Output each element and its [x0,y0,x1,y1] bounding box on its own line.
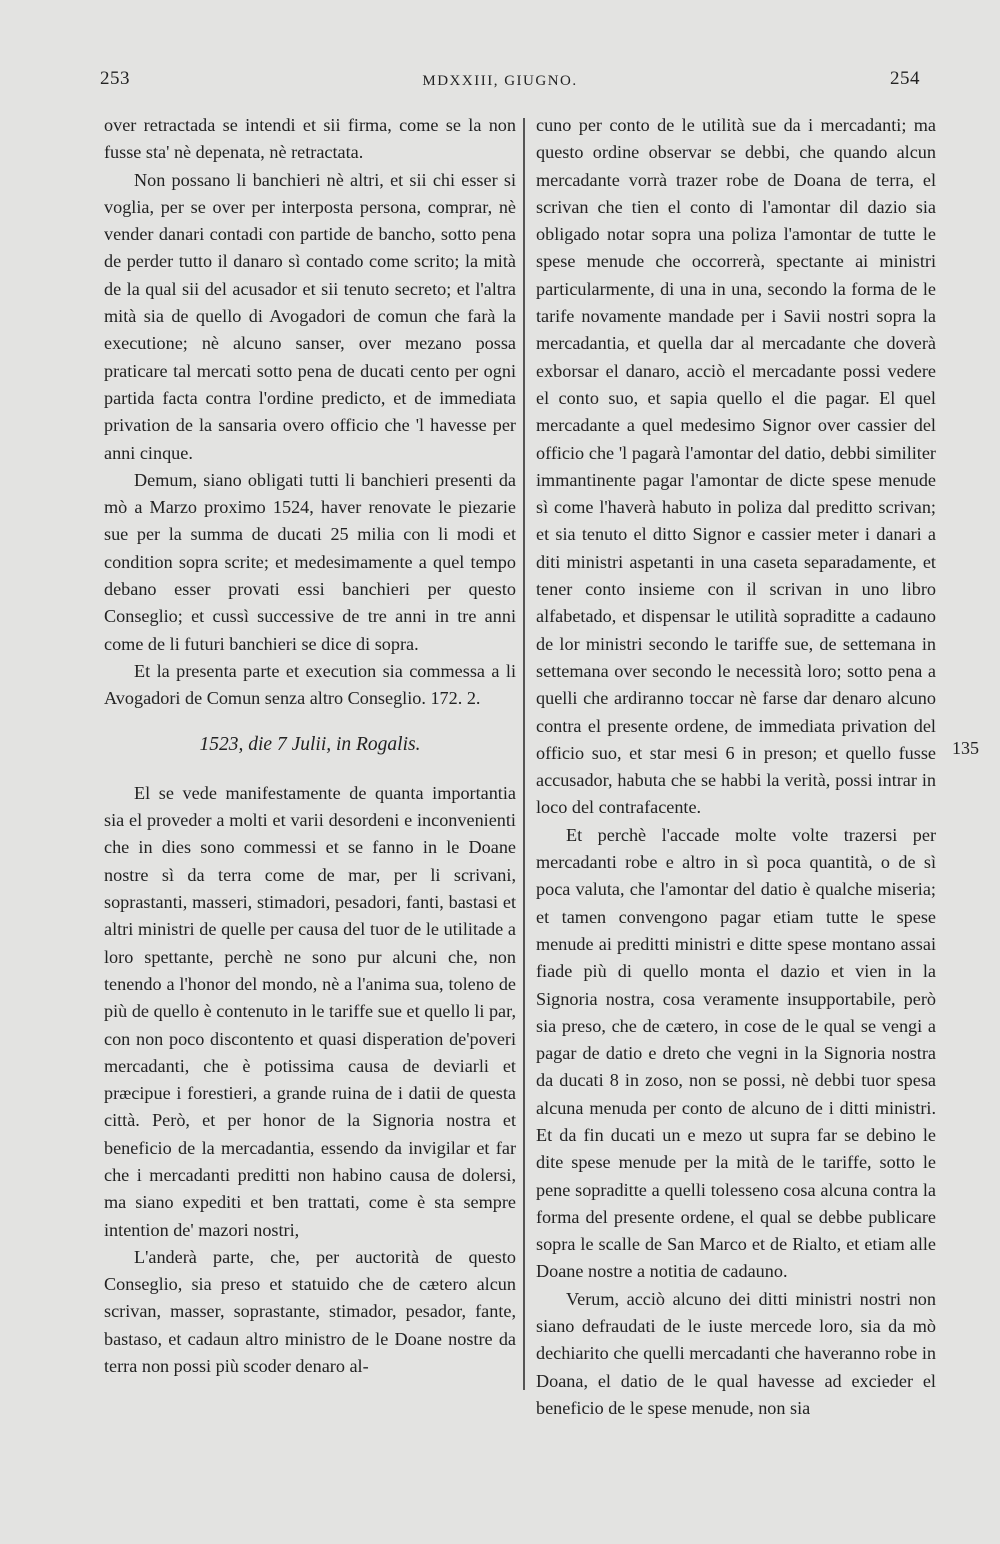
right-page-number: 254 [890,68,920,89]
running-title: MDXXIII, GIUGNO. [422,73,578,89]
margin-note: 135 [952,738,979,758]
paragraph: L'anderà parte, che, per auctorità de questo Conseglio, sia preso et statuido che de cætero alcun scrivan, masser, soprastante, stimador, pesador, fante, bastaso, et cadaun altro ministro de le Doane nostre da terra non possi più scoder denaro al- [104,1246,516,1377]
paragraph: cuno per conto de le utilità sue da i mercadanti; ma questo ordine observar se debbi, che quando alcun mercadante vorrà trazer robe de Doana de terra, el scrivan che tien el conto di l'amontar dil dazio sia obligado notar sopra una poliza l'amontar de tutte le spese menude che occorrerà, spectante ai ministri particularmente, di una in una, secondo la forma de le tarife novamente mandade per i Savii nostri sopra la mercadantia, et quella dar al mercadante che doverà exborsar el danaro, acciò el mercadante possi vedere el conto suo, et sapia quello el die pagar. El quel mercadante a quel medesimo Signor over cassier del officio che 'l pagarà l'amontar del datio, debbi similiter immantinente pagar l'amontar de dicte spese menude sì come l'haverà habuto in poliza dal preditto scrivan; et sia tenuto el ditto Signor e cassier meter i danari a diti ministri aspetanti in una caseta separadamente, et tener conto insieme con il scrivan in uno libro alfabetado, et dispensar le utilità sopraditte a cadauno de lor ministri secondo le tariffe sue, de settemana in settemana over secondo le necessità loro; sotto pena a quelli che ardiranno toccar nè farse dar denaro alcuno contra el presente ordene, de immediata privation del officio suo, et star mesi 6 in preson; et quello fusse accusador, habuta che se habbi la verità, possi intrar in loco del contrafacente. [536,115,936,818]
paragraph: Et la presenta parte et execution sia commessa a li Avogadori de Comun senza altro Conseglio. 172. 2. [104,660,516,709]
paragraph: over retractada se intendi et sii firma, come se la non fusse sta' nè depenata, nè retractata. [104,115,516,163]
paragraph: Verum, acciò alcuno dei ditti ministri nostri non siano defraudati de le iuste mercede loro, sia da mò dechiarito che quelli mercadanti che haveranno robe in Doana, el datio de le qual havesse ad excieder el beneficio de le spese menude, non sia [536,1288,936,1418]
paragraph: El se vede manifestamente de quanta importantia sia el proveder a molti et varii desordeni e inconvenienti che in dies sono commessi et se fanno in le Doane nostre sì da terra come de mar, per li scrivani, soprastanti, masseri, stimadori, pesadori, fanti, bastasi et altri ministri de quelle per causa del tuor de le utilitade a loro spettante, perchè ne sono pur alcuni che, non tenendo a l'honor del mondo, nè a l'anima sua, toleno de più de quello è contenuto in le tariffe sue et quello li par, con non poco discontento et quasi disperation de'poveri mercadanti, che è potissima causa de deviarli et præcipue i forestieri, a grande ruina de i datii de questa città. Però, et per honor de la Signoria nostra et beneficio de la mercadantia, essendo da invigilar et far che i mercadanti preditti non habino causa de dolersi, ma siano expediti et ben trattati, come è sta sempre intention de' mazori nostri, [104,782,516,1240]
left-page-number: 253 [100,68,130,89]
left-column [104,112,516,1380]
paragraph: Non possano li banchieri nè altri, et sii chi esser si voglia, per se over per interposta persona, comprar, nè vender danari contadi con partide de bancho, sotto pena de perder tutto il danaro sì contado come scrito; la mità de la qual sii del acusador et sii tenuto secreto; et l'altra mità sia de quello di Avogadori de comun che farà la executione; nè alcuno sanser, over mezano possa praticare tal mercati sotto pena de ducati cento per ogni partida facta contra l'ordine predicto, et de immediata privation de la sansaria overo officio che 'l havesse per anni cinque. [104,169,516,463]
paragraph: Et perchè l'accade molte volte trazersi per mercadanti robe e altro in sì poca quantità, o de sì poca valuta, che l'amontar del datio è qualche miseria; et tamen convengono pagar etiam tutte le spese menude ai preditti ministri e ditte spese montano assai fiade più di quello monta el dazio et vien in la Signoria nostra, cosa veramente insupportabile, però sia preso, che de cætero, in cose de le qual se vengi a pagar de datio e dreto che vegni in la Signoria nostra da ducati 8 in zoso, non se possi, nè debbi tuor spesa alcuna menuda per conto de alcuno de i ditti ministri. Et da fin ducati un e mezo ut supra far se debino le dite spese menude per la mità de le tariffe, sotto le pene sopraditte a quelli tolesseno cosa alcuna contra la forma del presente ordene, el qual se debbe publicare sopra le scalle de San Marco et de Rialto, et etiam alle Doane nostre a notitia de cadauno. [536,824,936,1282]
right-column [536,112,936,1422]
section-heading: 1523, die 7 Julii, in Rogalis. [199,733,421,755]
paragraph: Demum, siano obligati tutti li banchieri presenti da mò a Marzo proximo 1524, haver renovate le piezarie sue per la summa de ducati 25 milia con li modi et condition sopra scrite; et medesimamente a quel tempo debano esser provati essi banchieri per questo Conseglio; et cussì successive de tre anni in tre anni come de li futuri banchieri se dice di sopra. [104,469,516,654]
column-divider [523,118,525,1390]
